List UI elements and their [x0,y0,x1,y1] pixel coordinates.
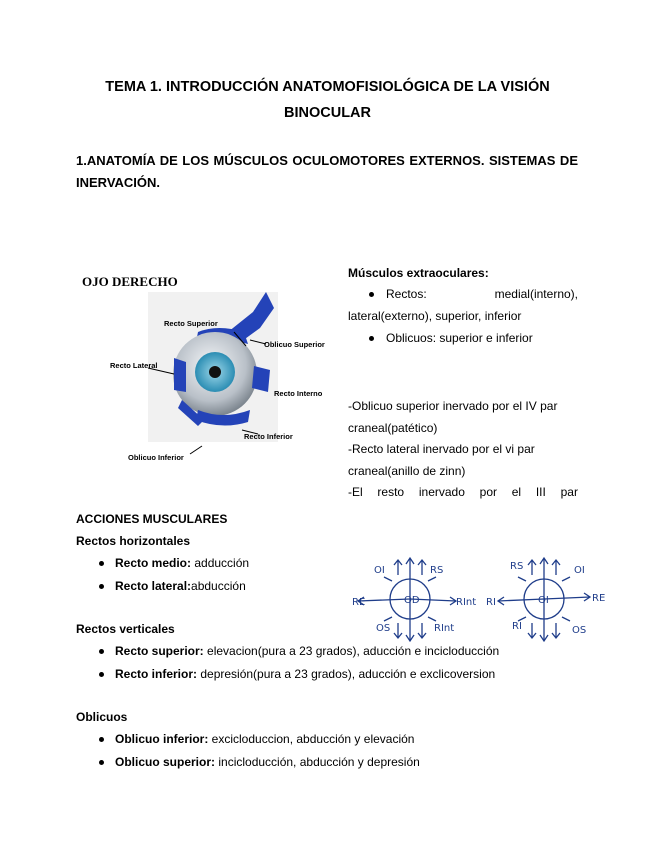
innervation-line: craneal(patético) [348,420,438,435]
eye-movement-diagram [348,555,618,645]
oi-oi: OI [574,565,585,576]
list-item: Recto medio: adducción [76,552,596,575]
list-item: Oblicuo superior: incicloducción, abducción y depresión [76,751,596,774]
od-rs: RS [430,565,444,576]
oblicuos-heading: Oblicuos [76,710,128,724]
innervation-line: -Recto lateral inervado por el vi par [348,442,535,456]
od-os: OS [376,623,391,634]
muscles-heading: Músculos extraoculares: [348,266,489,280]
label-recto-lateral: Recto Lateral [110,361,158,370]
label-recto-inferior: Recto Inferior [244,432,293,441]
oi-center: OI [538,595,549,606]
title-line-1: TEMA 1. INTRODUCCIÓN ANATOMOFISIOLÓGICA DE LA VISIÓN [105,79,550,95]
horizontales-heading: Rectos horizontales [76,534,191,548]
oi-ri: RI [512,621,522,632]
extraocular-muscles [348,263,578,349]
list-item [348,327,578,349]
lateral-rectus-muscle [174,358,186,392]
bullet [99,561,104,566]
od-oi: OI [374,565,385,576]
rectos-label: Rectos: [386,287,427,301]
innervation-line: -El resto inervado por el III par [348,485,578,499]
bullet [99,672,104,677]
label-recto-interno: Recto Interno [274,389,323,398]
medial-rectus-muscle [252,366,270,392]
rectos-medial: medial(interno), [494,287,578,301]
leader-line [190,446,202,454]
oi-ri-left: RI [486,597,496,608]
innervation-line: -Oblicuo superior inervado por el IV par [348,399,558,413]
oi-re: RE [592,593,606,604]
bullet [99,584,104,589]
bullet [369,336,374,341]
oi-rs: RS [510,561,524,572]
muscles-list [348,283,578,349]
bullet [99,760,104,765]
list-item: Recto lateral:abducción [76,575,596,598]
actions-heading: ACCIONES MUSCULARES [76,512,228,526]
innervation-text [348,396,578,504]
list-item: Recto inferior: depresión(pura a 23 grados), aducción e exclicoversion [76,663,596,686]
od-rint: RInt [456,597,477,608]
innervation-line: craneal(anillo de zinn) [348,463,466,478]
bullet [99,737,104,742]
title-line-2: BINOCULAR [284,105,371,121]
label-oblicuo-superior: Oblicuo Superior [264,340,325,349]
pupil [209,366,221,378]
eye-figure [78,270,340,470]
list-item [348,283,578,305]
od-rint-lower: RInt [434,623,455,634]
section-title: 1.ANATOMÍA DE LOS MÚSCULOS OCULOMOTORES EXTERNOS. SISTEMAS DE INERVACIÓN. [76,153,578,190]
verticales-list [76,640,596,685]
page-title [60,74,595,126]
bullet [99,649,104,654]
label-oblicuo-inferior: Oblicuo Inferior [128,453,184,462]
oi-os: OS [572,625,587,636]
oblicuos-list [76,728,596,773]
oblicuos-text: Oblicuos: superior e inferior [386,331,533,345]
od-re: RE [352,597,366,608]
eye-figure-caption: OJO DERECHO [82,274,178,289]
list-item-continuation: lateral(externo), superior, inferior [348,309,522,323]
bullet [369,292,374,297]
list-item: Oblicuo inferior: excicloduccion, abducción y elevación [76,728,596,751]
verticales-heading: Rectos verticales [76,622,175,636]
list-item: Recto superior: elevacion(pura a 23 grados), aducción e incicloducción [76,640,596,663]
eye-illustration [78,270,340,470]
od-center: OD [404,595,420,606]
label-recto-superior: Recto Superior [164,319,218,328]
